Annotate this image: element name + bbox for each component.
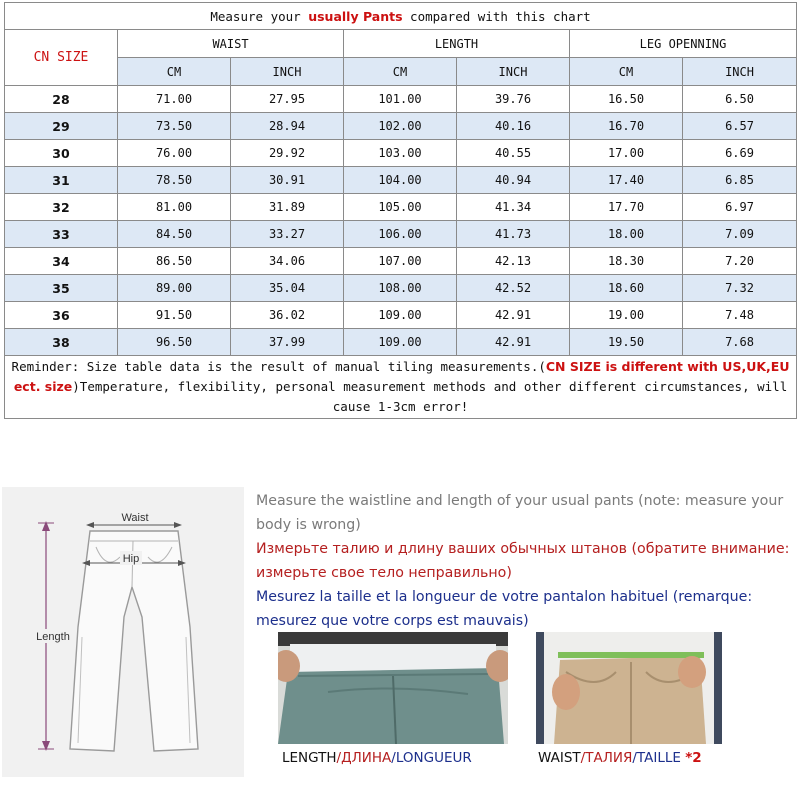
reminder-highlight: CN SIZE is different with US,UK,EU ect. size: [13, 359, 790, 394]
unit-header: INCH: [683, 58, 797, 86]
measurement-cell: 17.00: [570, 140, 683, 167]
measurement-cell: 109.00: [344, 329, 457, 356]
measurement-cell: 73.50: [118, 113, 231, 140]
table-row: [5, 275, 797, 302]
waist-caption: WAIST/ТАЛИЯ/TAILLE *2: [538, 750, 702, 766]
measurement-cell: 101.00: [344, 86, 457, 113]
measurement-cell: 27.95: [231, 86, 344, 113]
measurement-cell: 16.70: [570, 113, 683, 140]
measurement-instructions: [256, 489, 796, 633]
unit-header: INCH: [231, 58, 344, 86]
size-chart-table: [4, 2, 797, 419]
size-cell: 34: [5, 248, 118, 275]
measurement-cell: 34.06: [231, 248, 344, 275]
table-row: [5, 302, 797, 329]
measurement-cell: 37.99: [231, 329, 344, 356]
pants-diagram-panel: [2, 487, 244, 777]
waist-label: Waist: [121, 512, 149, 524]
measurement-cell: 71.00: [118, 86, 231, 113]
measurement-cell: 6.69: [683, 140, 797, 167]
measurement-cell: 35.04: [231, 275, 344, 302]
measurement-cell: 40.55: [457, 140, 570, 167]
measurement-cell: 16.50: [570, 86, 683, 113]
table-row: [5, 140, 797, 167]
unit-header: INCH: [457, 58, 570, 86]
cn-size-header: CN SIZE: [5, 30, 118, 86]
leg-opening-header: LEG OPENNING: [570, 30, 797, 58]
instruction-french: Mesurez la taille et la longueur de votre pantalon habituel (remarque: mesurez que votre corps est mauvais): [256, 589, 753, 629]
measurement-cell: 18.30: [570, 248, 683, 275]
size-cell: 29: [5, 113, 118, 140]
size-cell: 30: [5, 140, 118, 167]
measurement-cell: 78.50: [118, 167, 231, 194]
measurement-cell: 40.16: [457, 113, 570, 140]
table-row: [5, 221, 797, 248]
measurement-cell: 42.91: [457, 329, 570, 356]
measurement-cell: 17.70: [570, 194, 683, 221]
measurement-cell: 108.00: [344, 275, 457, 302]
size-cell: 33: [5, 221, 118, 248]
measurement-cell: 76.00: [118, 140, 231, 167]
size-cell: 32: [5, 194, 118, 221]
waist-multiplier: *2: [685, 750, 702, 766]
measurement-cell: 19.00: [570, 302, 683, 329]
measurement-cell: 7.32: [683, 275, 797, 302]
unit-header: CM: [570, 58, 683, 86]
measurement-cell: 84.50: [118, 221, 231, 248]
measurement-cell: 106.00: [344, 221, 457, 248]
measurement-cell: 28.94: [231, 113, 344, 140]
measurement-cell: 91.50: [118, 302, 231, 329]
unit-header: CM: [118, 58, 231, 86]
measurement-cell: 86.50: [118, 248, 231, 275]
length-header: LENGTH: [344, 30, 570, 58]
measurement-cell: 18.00: [570, 221, 683, 248]
title-highlight: usually Pants: [308, 8, 403, 24]
instruction-russian: Измерьте талию и длину ваших обычных штанов (обратите внимание: измерьте свое тело неправильно): [256, 541, 790, 581]
measurement-cell: 42.13: [457, 248, 570, 275]
measurement-cell: 105.00: [344, 194, 457, 221]
table-row: [5, 329, 797, 356]
measurement-cell: 102.00: [344, 113, 457, 140]
measurement-cell: 41.34: [457, 194, 570, 221]
pants-diagram: [2, 487, 244, 777]
measurement-cell: 7.48: [683, 302, 797, 329]
unit-header: CM: [344, 58, 457, 86]
size-cell: 35: [5, 275, 118, 302]
size-cell: 28: [5, 86, 118, 113]
measurement-cell: 17.40: [570, 167, 683, 194]
measurement-cell: 36.02: [231, 302, 344, 329]
measurement-cell: 42.52: [457, 275, 570, 302]
length-measure-photo: [278, 632, 508, 744]
table-row: [5, 86, 797, 113]
table-row: [5, 113, 797, 140]
measurement-cell: 7.09: [683, 221, 797, 248]
size-rows: [5, 86, 797, 356]
waist-header: WAIST: [118, 30, 344, 58]
length-caption: LENGTH/ДЛИНА/LONGUEUR: [282, 750, 472, 766]
measurement-cell: 19.50: [570, 329, 683, 356]
measurement-cell: 39.76: [457, 86, 570, 113]
measurement-cell: 96.50: [118, 329, 231, 356]
waist-measure-photo: [536, 632, 722, 744]
measurement-cell: 103.00: [344, 140, 457, 167]
hip-label: Hip: [122, 553, 140, 565]
measurement-cell: 6.85: [683, 167, 797, 194]
measurement-cell: 6.57: [683, 113, 797, 140]
table-row: [5, 248, 797, 275]
measurement-cell: 7.20: [683, 248, 797, 275]
measurement-cell: 89.00: [118, 275, 231, 302]
measurement-cell: 42.91: [457, 302, 570, 329]
table-row: [5, 194, 797, 221]
reminder-note: Reminder: Size table data is the result of manual tiling measurements.(CN SIZE is different with US,UK,EU ect. size)Temperature, flexibility, personal measurement methods and other different circumstances, will cause 1-3cm error!: [5, 356, 797, 419]
measurement-cell: 107.00: [344, 248, 457, 275]
measurement-cell: 31.89: [231, 194, 344, 221]
measurement-cell: 81.00: [118, 194, 231, 221]
table-row: [5, 167, 797, 194]
measurement-cell: 40.94: [457, 167, 570, 194]
measurement-cell: 7.68: [683, 329, 797, 356]
measurement-cell: 33.27: [231, 221, 344, 248]
instruction-english: Measure the waistline and length of your usual pants (note: measure your body is wrong): [256, 493, 784, 533]
size-cell: 36: [5, 302, 118, 329]
measurement-cell: 18.60: [570, 275, 683, 302]
size-cell: 31: [5, 167, 118, 194]
measurement-cell: 6.97: [683, 194, 797, 221]
measurement-cell: 109.00: [344, 302, 457, 329]
length-label: Length: [36, 631, 70, 643]
measurement-cell: 29.92: [231, 140, 344, 167]
measurement-cell: 6.50: [683, 86, 797, 113]
table-title: Measure your usually Pants compared with this chart: [5, 3, 797, 30]
size-cell: 38: [5, 329, 118, 356]
measurement-cell: 104.00: [344, 167, 457, 194]
measurement-cell: 41.73: [457, 221, 570, 248]
measurement-cell: 30.91: [231, 167, 344, 194]
